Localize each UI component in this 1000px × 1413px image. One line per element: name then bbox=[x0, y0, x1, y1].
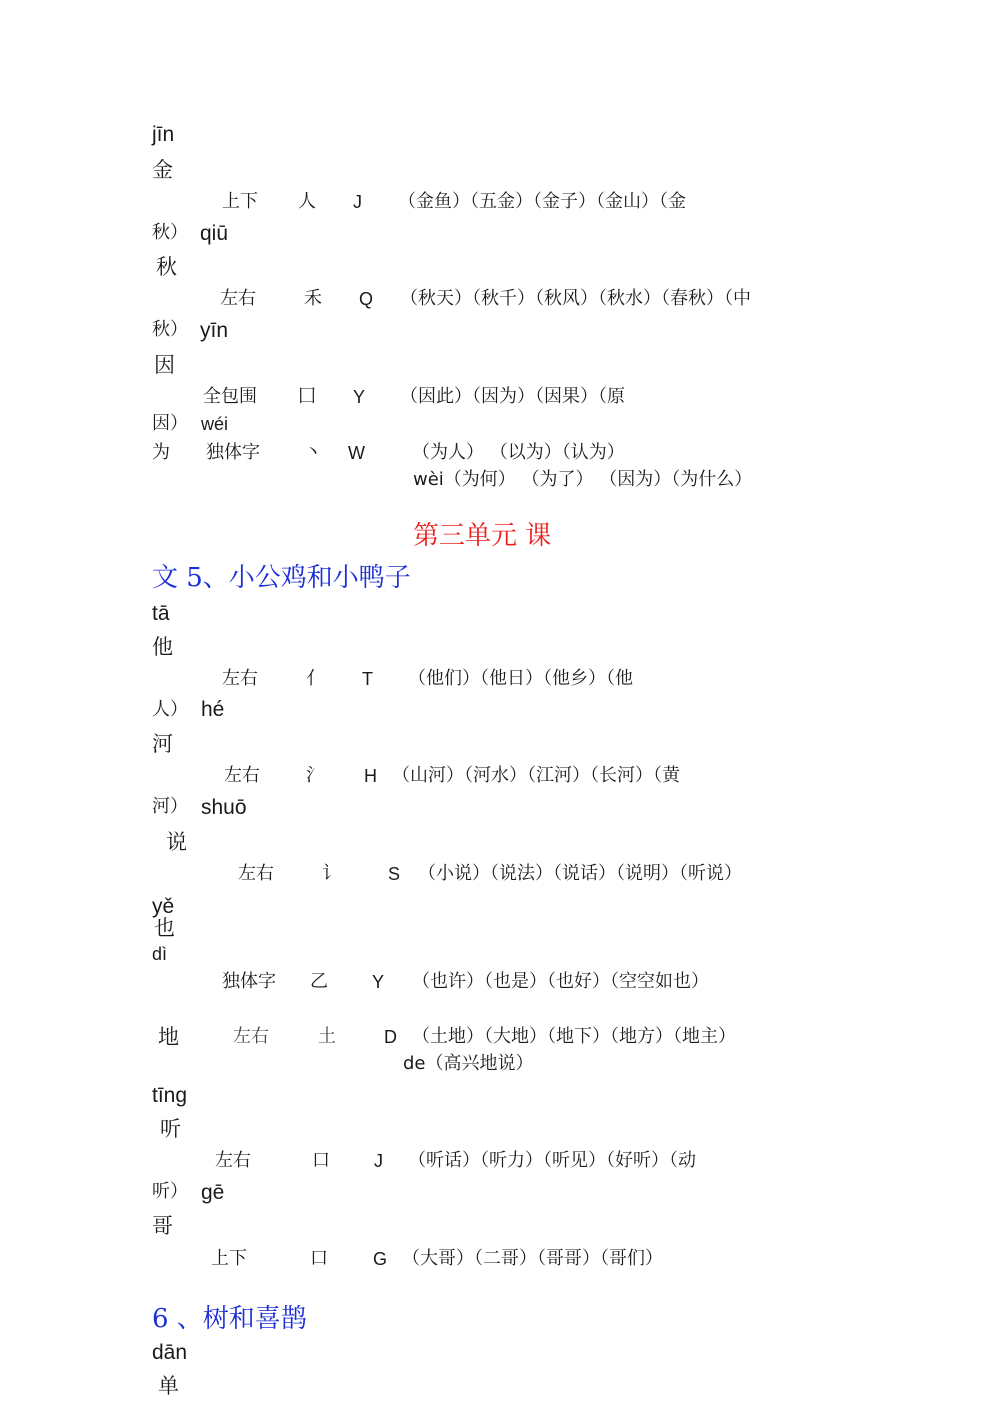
radical-jin: 人 bbox=[298, 191, 316, 212]
structure-jin: 上下 bbox=[222, 191, 258, 212]
words-jin-cont: 秋） bbox=[152, 222, 188, 243]
section-title: 第三单元 课 bbox=[413, 521, 552, 551]
words-yin-cont: 因） bbox=[152, 413, 188, 434]
char-qiu: 秋 bbox=[156, 255, 177, 279]
pinyin-ta: tā bbox=[152, 602, 170, 625]
pinyin-jin: jīn bbox=[152, 123, 175, 146]
radical-ta: 亻 bbox=[306, 668, 324, 689]
letter-ta: T bbox=[362, 669, 373, 689]
radical-ting: 口 bbox=[312, 1150, 330, 1171]
lesson6-title: 6 、树和喜鹊 bbox=[152, 1304, 307, 1334]
words-he: （山河）（河水）（江河）（长河）（黄 bbox=[392, 765, 680, 786]
words-ge: （大哥）（二哥）（哥哥）（哥们） bbox=[402, 1248, 663, 1269]
char-yin: 因 bbox=[154, 353, 175, 377]
pinyin-dan: dān bbox=[152, 1341, 188, 1364]
radical-wei: 丶 bbox=[304, 442, 322, 463]
words-ting: （听话）（听力）（听见）（好听）（动 bbox=[408, 1150, 696, 1171]
structure-shuo: 左右 bbox=[238, 863, 274, 884]
letter-qiu: Q bbox=[359, 289, 374, 309]
radical-he: 氵 bbox=[306, 765, 324, 786]
pinyin-shuo: shuō bbox=[201, 796, 247, 819]
structure-ting: 左右 bbox=[215, 1150, 251, 1171]
structure-ta: 左右 bbox=[222, 668, 258, 689]
structure-yin: 全包围 bbox=[203, 386, 257, 407]
char-shuo: 说 bbox=[166, 830, 187, 854]
lesson5-title: 文 5、小公鸡和小鸭子 bbox=[152, 563, 411, 593]
pinyin-ge: gē bbox=[201, 1181, 225, 1204]
pinyin-wei: wéi bbox=[201, 414, 229, 434]
letter-ge: G bbox=[373, 1249, 388, 1269]
words-shuo: （小说）（说法）（说话）（说明）（听说） bbox=[418, 863, 742, 884]
radical-yin: 囗 bbox=[298, 386, 316, 407]
char-di: 地 bbox=[158, 1025, 179, 1049]
words-di-2: de（高兴地说） bbox=[403, 1053, 534, 1074]
structure-qiu: 左右 bbox=[220, 288, 256, 309]
words-yin: （因此）（因为）（因果）（原 bbox=[400, 386, 625, 407]
words-ta-cont: 人） bbox=[152, 699, 188, 720]
char-ting: 听 bbox=[160, 1117, 181, 1141]
radical-shuo: 讠 bbox=[322, 863, 340, 884]
char-wei: 为 bbox=[152, 442, 170, 463]
letter-he: H bbox=[364, 766, 377, 786]
letter-di: D bbox=[384, 1027, 397, 1047]
structure-he: 左右 bbox=[224, 765, 260, 786]
char-ta: 他 bbox=[152, 635, 173, 659]
char-he: 河 bbox=[152, 732, 173, 756]
words-di: （土地）（大地）（地下）（地方）（地主） bbox=[412, 1026, 736, 1047]
structure-wei: 独体字 bbox=[206, 442, 260, 463]
pinyin-he: hé bbox=[201, 698, 225, 721]
radical-qiu: 禾 bbox=[304, 288, 322, 309]
structure-di: 左右 bbox=[233, 1026, 269, 1047]
char-ye: 也 bbox=[154, 916, 175, 940]
words-ting-cont: 听） bbox=[152, 1181, 188, 1202]
pinyin-qiu: qiū bbox=[200, 222, 229, 245]
words-jin: （金鱼）（五金）（金子）（金山）（金 bbox=[398, 191, 686, 212]
letter-yin: Y bbox=[353, 387, 366, 407]
pinyin-di: dì bbox=[152, 944, 168, 964]
char-dan: 单 bbox=[158, 1374, 179, 1398]
pinyin-ting: tīng bbox=[152, 1084, 188, 1107]
words-qiu: （秋天）（秋千）（秋风）（秋水）（春秋）（中 bbox=[400, 288, 751, 309]
radical-ge: 口 bbox=[310, 1248, 328, 1269]
words-he-cont: 河） bbox=[152, 796, 188, 817]
radical-ye: 乙 bbox=[310, 971, 328, 992]
char-ge: 哥 bbox=[152, 1214, 173, 1238]
words-ye: （也许）（也是）（也好）（空空如也） bbox=[412, 971, 709, 992]
letter-shuo: S bbox=[388, 864, 401, 884]
pinyin-ye: yě bbox=[152, 895, 175, 918]
structure-ge: 上下 bbox=[211, 1248, 247, 1269]
letter-wei: W bbox=[348, 443, 365, 463]
words-wei: （为人） （以为）（认为） bbox=[412, 442, 625, 463]
letter-ye: Y bbox=[372, 972, 385, 992]
letter-jin: J bbox=[353, 192, 362, 212]
structure-ye: 独体字 bbox=[222, 971, 276, 992]
radical-di: 土 bbox=[318, 1026, 336, 1047]
pinyin-yin: yīn bbox=[200, 319, 229, 342]
words-qiu-cont: 秋） bbox=[152, 319, 188, 340]
char-jin: 金 bbox=[152, 158, 173, 182]
words-ta: （他们）（他日）（他乡）（他 bbox=[408, 668, 633, 689]
letter-ting: J bbox=[374, 1151, 383, 1171]
words-wei-2: wèi（为何） （为了） （因为）（为什么） bbox=[413, 469, 753, 490]
